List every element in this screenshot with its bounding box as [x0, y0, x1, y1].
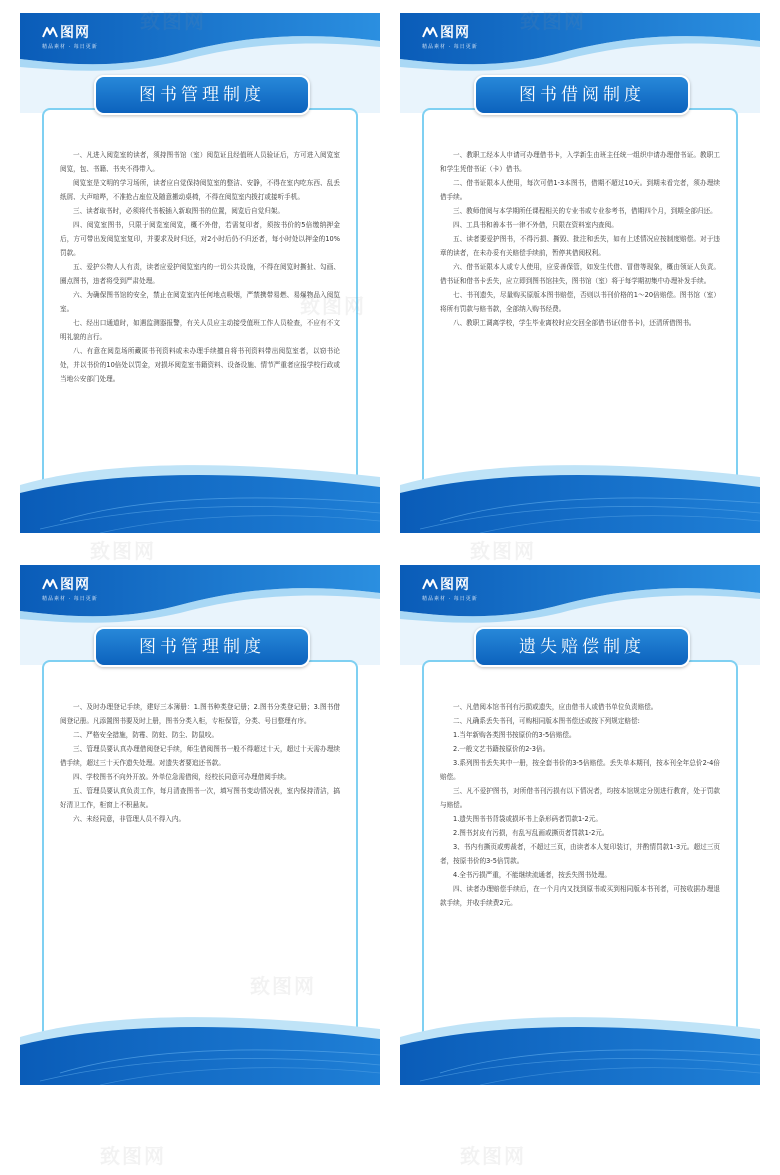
footer-wave	[20, 1015, 380, 1085]
rule-paragraph: 阅览室是文明的学习场所，读者应自觉保持阅览室的整洁、安静，不得在室内吃东西、乱丢纸屑、大声喧哗，不准抢占座位及随意搬动桌椅，不得在阅览室内拨打或接听手机。	[60, 179, 340, 201]
watermark: 致图网	[470, 539, 536, 563]
rule-paragraph: 五、读者要爱护图书，不得污损、撕毁、批注和丢失，如有上述情况应按制度赔偿。对于违章的读者，在未办妥有关赔偿手续前，暂停其借阅权利。	[440, 235, 720, 257]
rules-text	[440, 148, 720, 330]
logo-text: 图网	[60, 577, 90, 593]
poster-2	[400, 13, 760, 533]
footer-wave	[20, 463, 380, 533]
rule-paragraph: 二、严格安全措施，防霉、防蛀、防尘、防鼠咬。	[73, 731, 219, 739]
footer-wave	[400, 463, 760, 533]
watermark: 致图网	[250, 974, 316, 998]
logo	[422, 22, 478, 50]
logo-tagline: 精品素材 · 每日更新	[422, 596, 478, 602]
rules-text	[440, 700, 720, 910]
watermark: 致图网	[520, 9, 586, 33]
poster-4	[400, 565, 760, 1085]
logo-text: 图网	[440, 25, 470, 41]
rule-paragraph: 七、书刊遗失，尽量购买原版本图书赔偿，否则以书刊价格的1～20倍赔偿。图书馆（室）将所有罚款与赔书款，全部纳入购书经费。	[440, 291, 720, 313]
rule-paragraph: 3、书内有撕页或剪裁者，不超过三页，由读者本人复印装订，并酌情罚款1-3元。超过三页者，按原书价的3-5倍罚款。	[440, 843, 720, 865]
rule-paragraph: 二、凡确系丢失书刊，可购相同版本图书偿还或按下列规定赔偿:	[453, 717, 640, 725]
poster-title: 图书管理制度	[94, 627, 310, 667]
rule-paragraph: 四、工具书和善本书一律不外借，只限在资料室内查阅。	[453, 221, 618, 229]
logo-icon	[422, 578, 438, 590]
logo-text: 图网	[440, 577, 470, 593]
rule-paragraph: 3.系列图书丢失其中一册，按全套书价的3-5倍赔偿。丢失单本期刊，按本刊全年总价2-4倍赔偿。	[440, 759, 720, 781]
logo	[42, 574, 98, 602]
rule-paragraph: 三、教师借阅与本学期所任课程相关的专业书或专业参考书，借期四个月，到期全部归还。	[453, 207, 717, 215]
rule-paragraph: 六、为确保图书馆的安全，禁止在阅览室内任何地点吸烟，严禁携带易燃、易爆物品入阅览室。	[60, 291, 340, 313]
watermark: 致图网	[140, 9, 206, 33]
rule-paragraph: 1.当年新购各类图书按原价的3-5倍赔偿。	[453, 731, 576, 739]
rule-paragraph: 1.遗失图书书背袋或损坏书上条形码者罚款1-2元。	[453, 815, 602, 823]
rule-paragraph: 七、经出口通道时，如遇监测器报警，有关人员应主动接受值班工作人员检查，不应有不文明礼貌的言行。	[60, 319, 340, 341]
logo	[42, 22, 98, 50]
watermark: 致图网	[300, 294, 366, 318]
rule-paragraph: 六、借书证限本人或专人使用，应妥善保管，如发生代借、冒借等现象，概由领证人负责。借书证和借书卡丢失，应立即到图书馆挂失，图书馆（室）将于每学期初集中办理补发手续。	[440, 263, 720, 285]
poster-title: 图书管理制度	[94, 75, 310, 115]
watermark: 致图网	[90, 539, 156, 563]
logo-tagline: 精品素材 · 每日更新	[42, 596, 98, 602]
rule-paragraph: 2.一般文艺书籍按原价的2-3倍。	[453, 745, 550, 753]
rule-paragraph: 一、凡进入阅览室的读者，须持图书馆（室）阅览证且经值班人员验证后，方可进入阅览室阅览，包、书籍、书夹不得带入。	[60, 151, 340, 173]
rule-paragraph: 二、借书证限本人使用，每次可借1-3本图书，借期不超过10天。到期未看完者，须办理续借手续。	[440, 179, 720, 201]
rule-paragraph: 一、及时办理登记手续，建好三本簿册：1.图书种类登记册；2.图书分类登记册；3.图书借阅登记册。凡添置图书要及时上册，图书分类入柜，专柜保管，分类、号目整理有序。	[60, 703, 340, 725]
rule-paragraph: 四、读者办理赔偿手续后，在一个月内又找到原书或买到相同版本书刊者，可按收据办理退款手续，并收手续费2元。	[440, 885, 720, 907]
rules-text	[60, 700, 340, 826]
poster-3	[20, 565, 380, 1085]
logo-icon	[42, 578, 58, 590]
rule-paragraph: 三、读者取书时，必须将代书板插入新取图书的位置，阅览后自觉归架。	[73, 207, 284, 215]
rule-paragraph: 八、教职工调离学校，学生毕业离校时应交回全部借书证(借书卡)，还清所借图书。	[453, 319, 696, 327]
rule-paragraph: 四、学校图书不向外开放。外单位急需借阅，经校长同意可办理借阅手续。	[73, 773, 291, 781]
rule-paragraph: 五、爱护公物人人有责，读者应爱护阅览室内的一切公共设施，不得在阅览时撕扯、勾画、圈点图书，违者将受到严肃处理。	[60, 263, 340, 285]
rule-paragraph: 六、未经同意，非管理人员不得入内。	[73, 815, 186, 823]
rule-paragraph: 四、阅览室图书，只限于阅览室阅览，概不外借，若需复印者，须按书价的5倍缴纳押金后，方可带出发阅览室复印，并要求及时归还，对2小时后仍不归还者，每小时处以押金的10%罚款。	[60, 221, 340, 257]
rule-paragraph: 三、管理员要认真办理借阅登记手续，师生借阅图书一般不得超过十天，超过十天需办理续借手续，超过三十天作遗失处理。对遗失者要追还书款。	[60, 745, 340, 767]
rule-paragraph: 八、有意在阅览场所藏匿书刊资料或未办理手续擅自将书刊资料带出阅览室者，以窃书论处，并以书价的10倍处以罚金，对损坏阅览室书籍资料、设备设施、情节严重者应报学校行政或当地公安部门处理。	[60, 347, 340, 383]
footer-wave	[400, 1015, 760, 1085]
poster-title: 遗失赔偿制度	[474, 627, 690, 667]
logo-tagline: 精品素材 · 每日更新	[42, 44, 98, 50]
logo-text: 图网	[60, 25, 90, 41]
rule-paragraph: 三、凡不爱护图书，对所借书刊污损有以下情况者，均按本馆规定分别进行教育，处于罚款与赔偿。	[440, 787, 720, 809]
logo-tagline: 精品素材 · 每日更新	[422, 44, 478, 50]
rule-paragraph: 2.图书封皮有污损，有乱写乱画或撕页者罚款1-2元。	[453, 829, 609, 837]
watermark: 致图网	[100, 1144, 166, 1168]
rule-paragraph: 4.全书污损严重，不能继续流通者，按丢失图书处理。	[453, 871, 611, 879]
watermark: 致图网	[460, 1144, 526, 1168]
rule-paragraph: 一、教职工经本人申请可办理借书卡，入学新生由班主任统一组织申请办理借书证。教职工和学生凭借书证（卡）借书。	[440, 151, 720, 173]
poster-1	[20, 13, 380, 533]
logo-icon	[422, 26, 438, 38]
logo-icon	[42, 26, 58, 38]
rule-paragraph: 五、管理员要认真负责工作，每月清查图书一次，填写图书变动情况表，室内保持清洁，搞好清卫工作，柜窗上不积悬灰。	[60, 787, 340, 809]
rule-paragraph: 一、凡借阅本馆书刊有污损或遗失，应由借书人或借书单位负责赔偿。	[453, 703, 658, 711]
rules-text	[60, 148, 340, 386]
poster-title: 图书借阅制度	[474, 75, 690, 115]
logo	[422, 574, 478, 602]
